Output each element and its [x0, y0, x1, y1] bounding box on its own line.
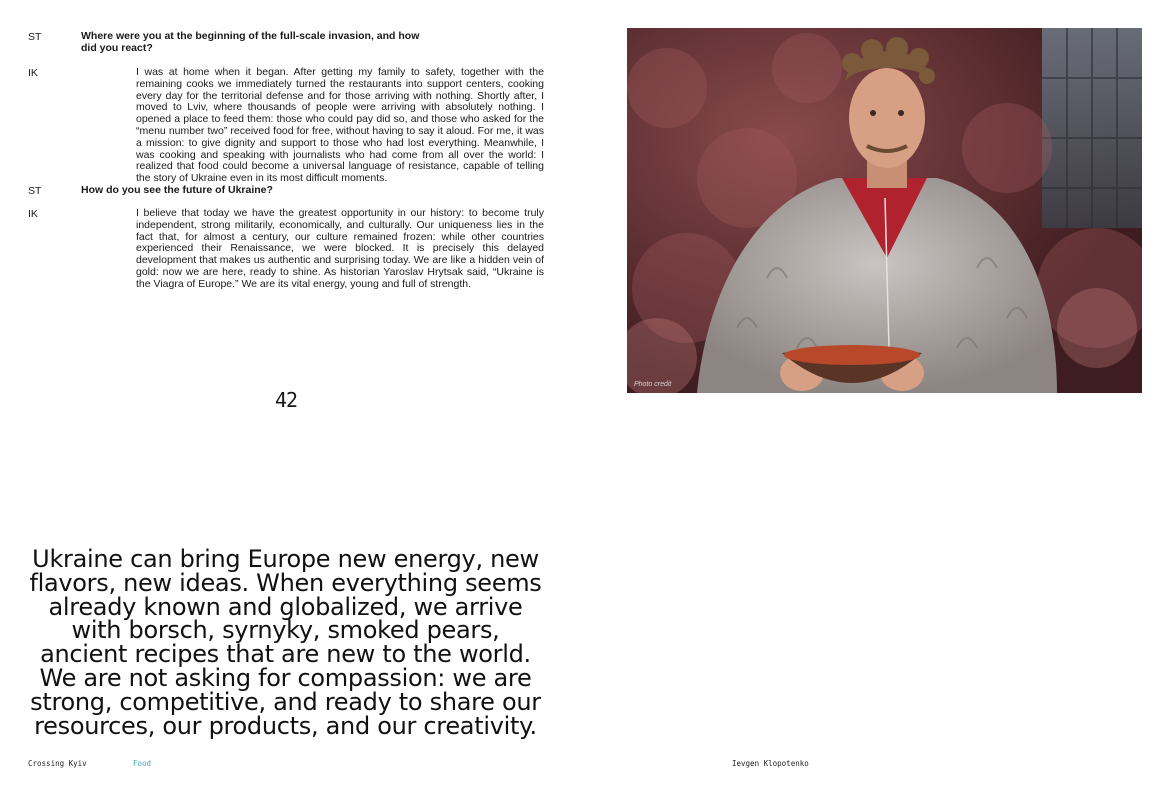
speaker-label: IK	[28, 208, 38, 220]
speaker-label: ST	[28, 185, 42, 197]
portrait-photo	[627, 28, 1142, 393]
interview-answer: I was at home when it began. After getting my family to safety, together with the remaining cooks we immediately turned the restaurants into support centers, cooking every day for the territorial defense and for those arriving with nothing. Shortly after, I moved to Lviv, where thousands of people were arriving with absolutely nothing. I opened a place to feed them: those who could pay did so, and those who asked for the “menu number two” received food for free, without having to say it aloud. For me, it was a mission: to give dignity and support to those who had lost everything. Meanwhile, I was cooking and speaking with journalists who had come from all over the world: I realized that food could become a universal language of resistance, capable of telling the story of Ukraine even in its most difficult moments.	[136, 66, 544, 185]
pull-quote: Ukraine can bring Europe new energy, new flavors, new ideas. When everything seems already known and globalized, we arrive with borsch, syrnyky, smoked pears, ancient recipes that are new to the world. We are not asking for compassion: we are strong, competitive, and ready to share our resources, our products, and our creativity.	[29, 545, 542, 740]
interview-answer: I believe that today we have the greatest opportunity in our history: to become truly independent, strong militarily, economically, and culturally. Our uniqueness lies in the fact that, for almost a century, our culture remained frozen: while other countries experienced their Renaissance, we were blocked. It is precisely this delayed development that makes us authentic and surprising today. We are like a hidden vein of gold: now we are here, ready to shine. As historian Yaroslav Hrytsak said, “Ukraine is the Viagra of Europe.” We are its vital energy, young and full of strength.	[136, 207, 544, 290]
footer-publication: Crossing Kyiv	[28, 759, 87, 768]
interview-question: How do you see the future of Ukraine?	[81, 184, 273, 196]
page-number: 42	[274, 388, 298, 412]
speaker-label: IK	[28, 67, 38, 79]
footer-subject: Ievgen Klopotenko	[732, 759, 809, 768]
interview-question: Where were you at the beginning of the full-scale invasion, and how did you react?	[81, 30, 420, 54]
photo-credit: Photo credit	[634, 381, 672, 388]
footer-section: Food	[133, 759, 152, 768]
speaker-label: ST	[28, 31, 42, 43]
